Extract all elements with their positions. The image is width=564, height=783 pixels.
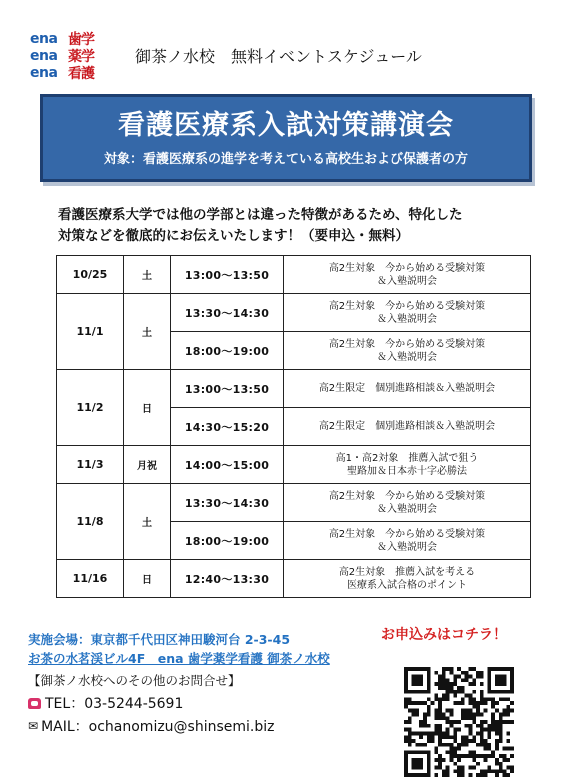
event-date: 11/3: [57, 446, 124, 484]
intro-text: [58, 205, 538, 247]
event-weekday: 月祝: [124, 446, 171, 484]
event-time: 12:40～13:30: [171, 560, 284, 598]
contact-heading: 【御茶ノ水校へのその他のお問合せ】: [28, 673, 241, 688]
intro-line-1: 看護医療系大学では他の学部とは違った特徴があるため、特化した: [58, 207, 463, 223]
banner-target: 対象：看護医療系の進学を考えている高校生および保護者の方: [103, 152, 468, 167]
event-content: [284, 446, 531, 484]
event-content-line-1: 高2生対象 推薦入試を考える: [338, 566, 476, 578]
banner-title: 看護医療系入試対策講演会: [118, 110, 454, 141]
ena-logo: [30, 30, 116, 82]
event-time: 14:30～15:20: [171, 408, 284, 446]
event-time: 13:30～14:30: [171, 484, 284, 522]
logo-ena-2: ena: [30, 47, 58, 64]
event-date: 11/8: [57, 484, 124, 560]
logo-ena-1: ena: [30, 30, 58, 47]
table-row: [57, 446, 531, 484]
table-row: [57, 256, 531, 294]
phone-icon: [28, 698, 41, 709]
qr-code[interactable]: [404, 667, 514, 777]
logo-line-nursing: 看護: [68, 65, 94, 82]
event-content-line-1: 高2生対象 今から始める受験対策: [328, 262, 486, 274]
event-content-line-2: ＆入塾説明会: [377, 541, 437, 553]
event-date: 11/2: [57, 370, 124, 446]
logo-line-dental: 歯学: [68, 31, 94, 48]
event-content: [284, 484, 531, 522]
event-content: [284, 256, 531, 294]
logo-ena-3: ena: [30, 64, 58, 81]
event-content: [284, 294, 531, 332]
event-content: [284, 408, 531, 446]
tel-contact: [28, 693, 183, 713]
event-time: 13:30～14:30: [171, 294, 284, 332]
event-content: [284, 370, 531, 408]
event-content: [284, 522, 531, 560]
mail-contact: [28, 716, 275, 736]
mail-icon: ✉: [28, 719, 39, 733]
event-content-line-2: 医療系入試合格のポイント: [347, 579, 467, 591]
logo-line-pharmacy: 薬学: [68, 48, 94, 65]
event-content: [284, 332, 531, 370]
event-time: 18:00～19:00: [171, 522, 284, 560]
event-content-line-2: ＆入塾説明会: [377, 503, 437, 515]
event-content-line-1: 高2生限定 個別進路相談＆入塾説明会: [318, 421, 496, 432]
event-content-line-1: 高2生対象 今から始める受験対策: [328, 300, 486, 312]
event-content-line-2: ＆入塾説明会: [377, 351, 437, 363]
event-date: 11/16: [57, 560, 124, 598]
event-content-line-1: 高2生対象 今から始める受験対策: [328, 490, 486, 502]
event-time: 13:00～13:50: [171, 370, 284, 408]
table-row: [57, 560, 531, 598]
event-content-line-1: 高2生限定 個別進路相談＆入塾説明会: [318, 383, 496, 394]
schedule-table: [56, 255, 531, 598]
tel-text: TEL：03-5244-5691: [45, 696, 184, 712]
event-weekday: 日: [124, 370, 171, 446]
event-content-line-2: 聖路加＆日本赤十字必勝法: [347, 465, 467, 477]
event-date: 11/1: [57, 294, 124, 370]
apply-callout: お申込みはコチラ！: [381, 627, 507, 643]
event-banner: [40, 94, 532, 182]
event-weekday: 土: [124, 294, 171, 370]
table-row: [57, 484, 531, 522]
venue-line-2: お茶の水茗渓ビル4F ena 歯学薬学看護 御茶ノ水校: [28, 651, 330, 666]
event-weekday: 土: [124, 256, 171, 294]
event-content-line-2: ＆入塾説明会: [377, 275, 437, 287]
event-weekday: 日: [124, 560, 171, 598]
table-row: [57, 294, 531, 332]
event-time: 14:00～15:00: [171, 446, 284, 484]
event-content: [284, 560, 531, 598]
intro-line-2: 対策などを徹底的にお伝えいたします！（要申込・無料）: [58, 228, 409, 244]
mail-text: MAIL：ochanomizu@shinsemi.biz: [41, 719, 275, 735]
page-title: 御茶ノ水校 無料イベントスケジュール: [135, 47, 422, 66]
table-row: [57, 370, 531, 408]
event-content-line-1: 高2生対象 今から始める受験対策: [328, 338, 486, 350]
venue-info: [28, 630, 330, 668]
event-weekday: 土: [124, 484, 171, 560]
event-content-line-1: 高1・高2対象 推薦入試で狙う: [335, 452, 479, 464]
event-time: 13:00～13:50: [171, 256, 284, 294]
event-time: 18:00～19:00: [171, 332, 284, 370]
event-date: 10/25: [57, 256, 124, 294]
event-content-line-1: 高2生対象 今から始める受験対策: [328, 528, 486, 540]
event-content-line-2: ＆入塾説明会: [377, 313, 437, 325]
venue-line-1: 実施会場：東京都千代田区神田駿河台 2-3-45: [28, 632, 291, 647]
